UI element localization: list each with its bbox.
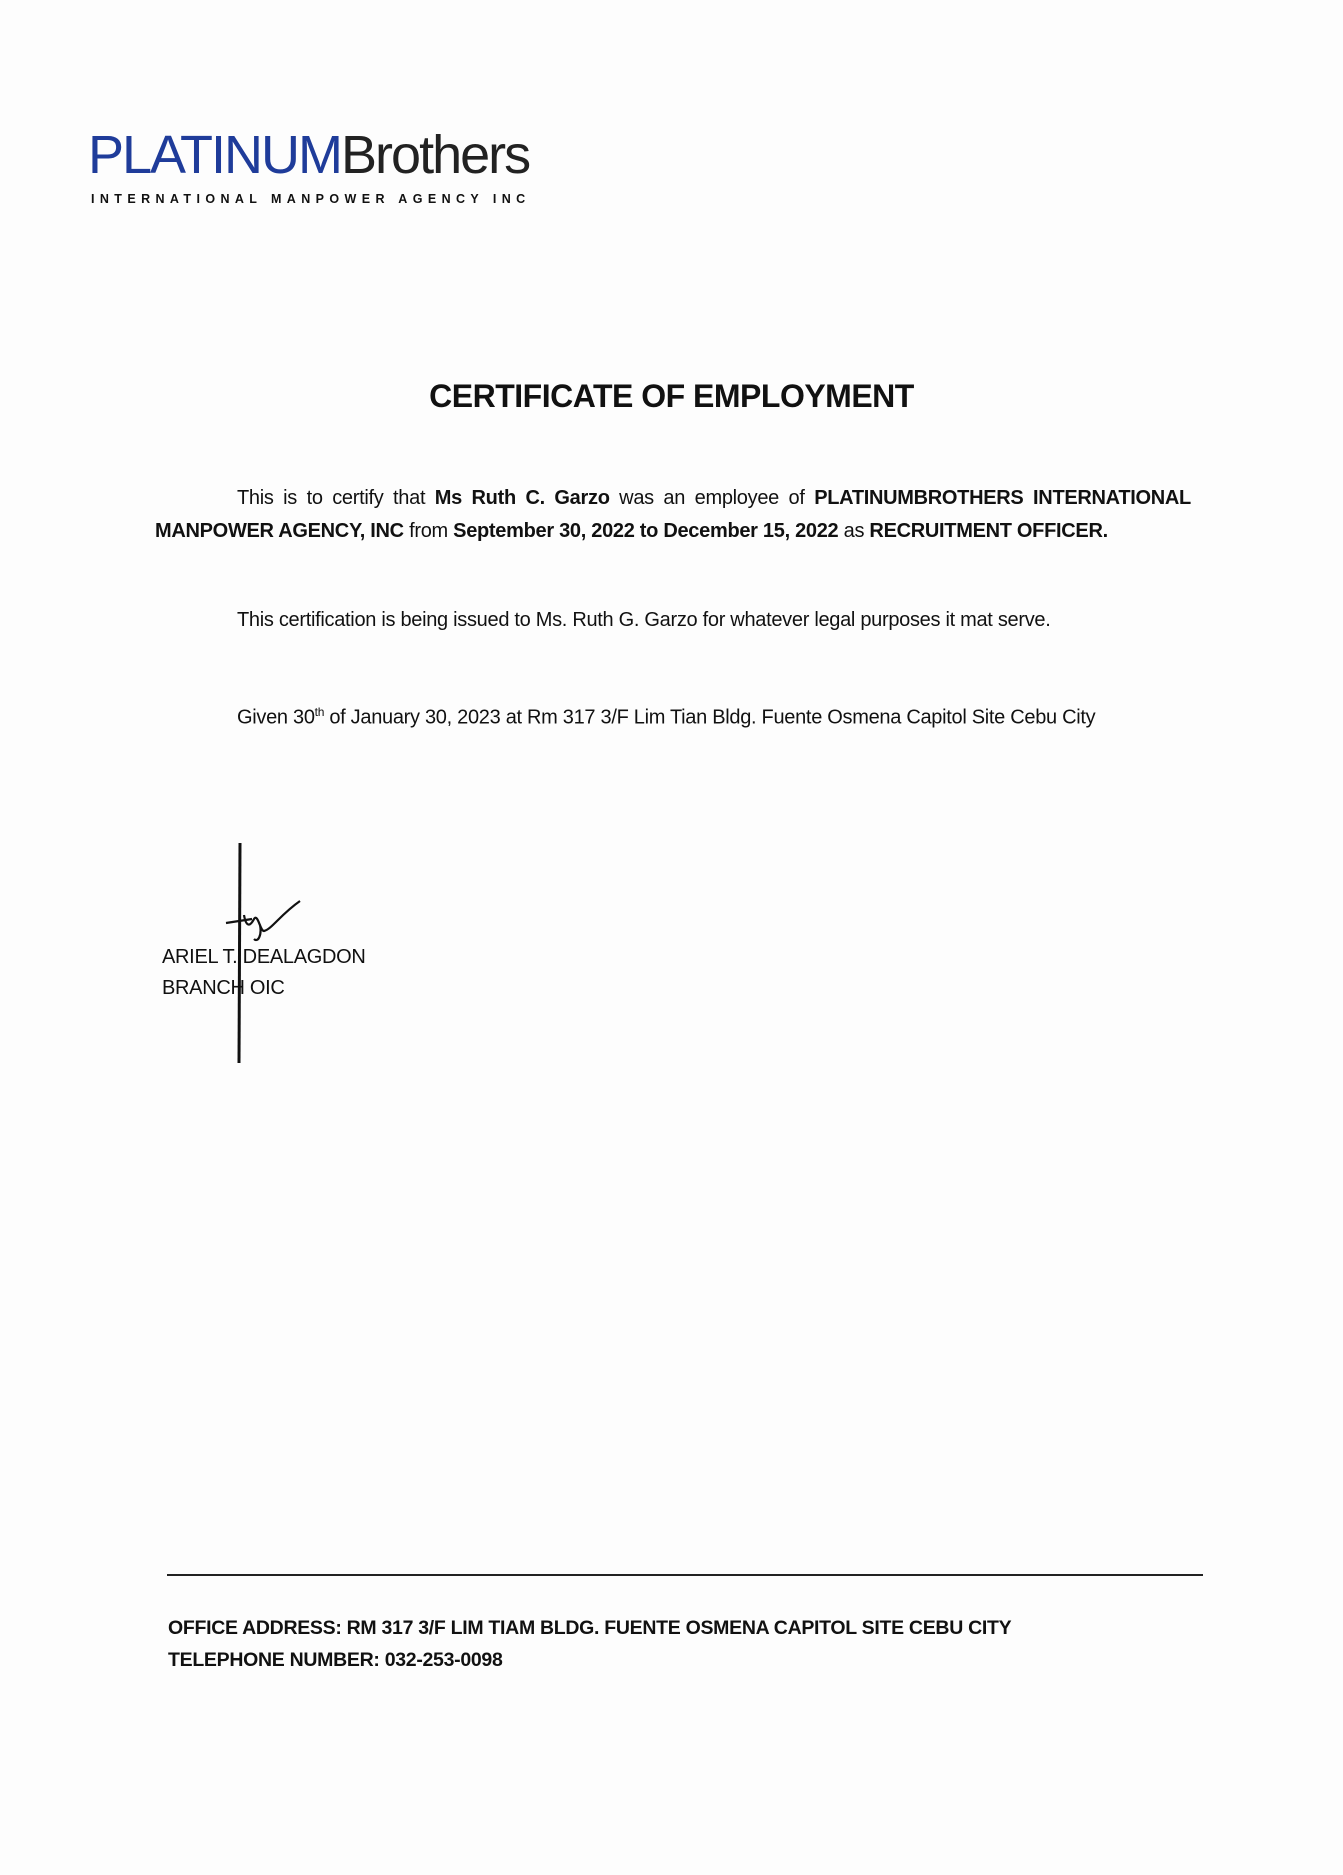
superscript: th [314,705,325,719]
logo-name-part2: Brothers [341,125,530,185]
text: Given 30 [237,706,315,729]
employee-name: Ms Ruth C. Garzo [434,487,610,509]
text: as [838,520,870,542]
logo-name-part1: PLATINUM [88,125,342,185]
company-logo [88,125,530,185]
certification-paragraph [155,482,1191,548]
text: from [403,520,454,542]
text: to [634,520,664,542]
logo-tagline: INTERNATIONAL MANPOWER AGENCY INC [91,192,531,206]
company-name: PLATINUMBROTHERS INTERNATIONAL MANPOWER AGENCY, INC [155,487,1191,542]
telephone-number: TELEPHONE NUMBER: 032-253-0098 [168,1649,503,1671]
signatory-block [162,942,366,1004]
text: was an employee of [609,487,815,509]
text: This certification is being issued to Ms. Ruth G. Garzo for whatever legal purposes it mat serve. [237,609,1051,631]
position: RECRUITMENT OFFICER. [869,520,1108,542]
document-title: CERTIFICATE OF EMPLOYMENT [429,378,914,414]
signatory-position: BRANCH OIC [162,977,285,999]
given-paragraph [155,696,1191,735]
purpose-paragraph [155,604,1191,637]
footer-divider [167,1574,1203,1576]
end-date: December 15, 2022 [663,520,839,542]
text: of January 30, 2023 at Rm 317 3/F Lim Tian Bldg. Fuente Osmena Capitol Site Cebu City [324,706,1096,729]
text: This is to certify that [237,487,435,509]
footer [168,1612,1011,1676]
office-address: OFFICE ADDRESS: RM 317 3/F LIM TIAM BLDG. FUENTE OSMENA CAPITOL SITE CEBU CITY [168,1617,1012,1639]
signatory-name: ARIEL T. DEALAGDON [162,946,366,968]
start-date: September 30, 2022 [453,520,635,542]
